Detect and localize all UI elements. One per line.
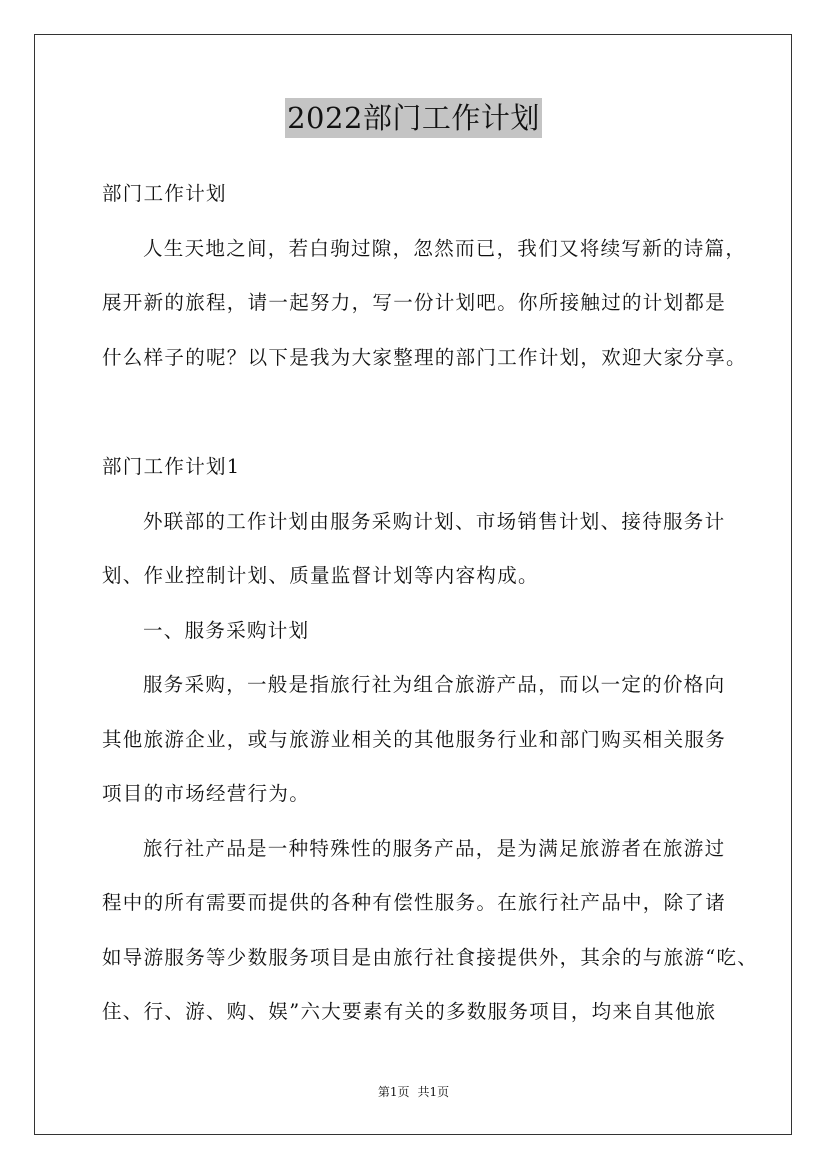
- paragraph-line: 住、行、游、购、娱”六大要素有关的多数服务项目，均来自其他旅: [102, 1000, 717, 1023]
- paragraph-line: 如导游服务等少数服务项目是由旅行社食接提供外，其余的与旅游“吃、: [102, 946, 759, 969]
- paragraph-line: 服务采购，一般是指旅行社为组合旅游产品，而以一定的价格向: [143, 673, 726, 696]
- subsection-heading: 一、服务采购计划: [143, 619, 310, 642]
- page-total: 共1页: [417, 1085, 450, 1099]
- title-container: [0, 98, 827, 138]
- paragraph-line: 划、作业控制计划、质量监督计划等内容构成。: [102, 564, 539, 587]
- section-heading: 部门工作计划1: [102, 455, 241, 478]
- section-heading: 部门工作计划: [102, 182, 227, 205]
- paragraph-line: 其他旅游企业，或与旅游业相关的其他服务行业和部门购买相关服务: [102, 728, 727, 751]
- paragraph-line: 项目的市场经营行为。: [102, 782, 311, 805]
- page-footer: [0, 1084, 827, 1100]
- paragraph-line: 展开新的旅程，请一起努力，写一份计划吧。你所接触过的计划都是: [102, 291, 727, 314]
- paragraph-line: 什么样子的呢？以下是我为大家整理的部门工作计划，欢迎大家分享。: [102, 346, 747, 369]
- paragraph-line: 程中的所有需要而提供的各种有偿性服务。在旅行社产品中，除了诸: [102, 891, 727, 914]
- paragraph-line: 旅行社产品是一种特殊性的服务产品，是为满足旅游者在旅游过: [143, 837, 726, 860]
- paragraph-line: 人生天地之间，若白驹过隙，忽然而已，我们又将续写新的诗篇，: [143, 237, 747, 260]
- page-number: 第1页: [377, 1085, 410, 1099]
- paragraph-line: 外联部的工作计划由服务采购计划、市场销售计划、接待服务计: [143, 510, 726, 533]
- document-title: 2022部门工作计划: [285, 98, 542, 138]
